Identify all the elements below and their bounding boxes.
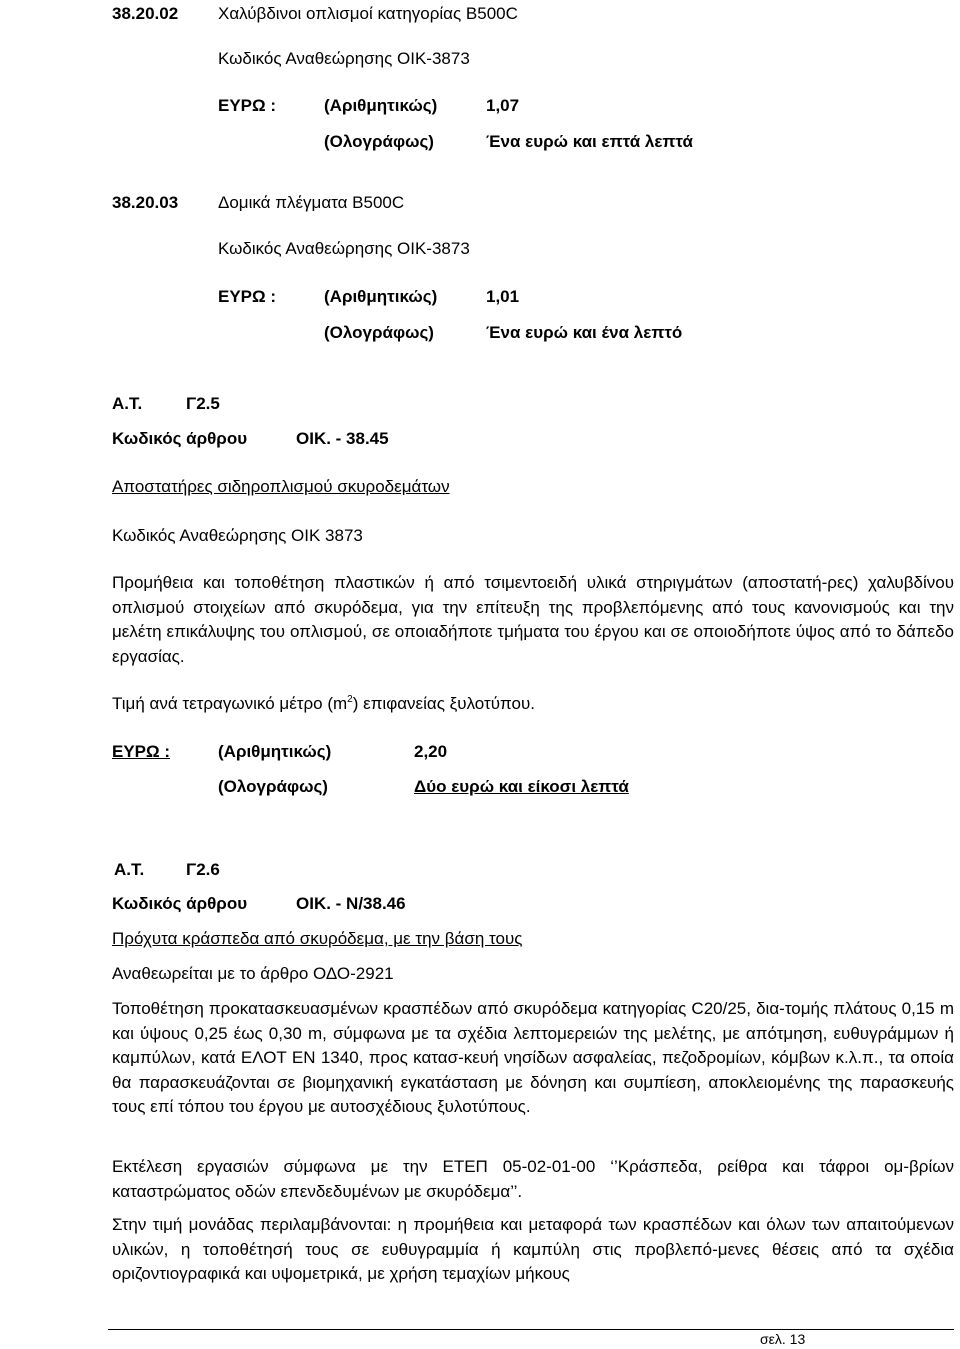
euro-label: ΕΥΡΩ : [112, 742, 171, 761]
article-code: ΟΙΚ. - 38.45 [296, 429, 389, 448]
footer-divider [108, 1329, 954, 1330]
euro-label: ΕΥΡΩ : [218, 96, 277, 115]
words-price: Δύο ευρώ και είκοσι λεπτά [414, 777, 629, 796]
description-paragraph: Στην τιμή μονάδας περιλαμβάνονται: η προμήθεια και μεταφορά των κρασπέδων και όλων των απαιτούμενων υλικών, η τοποθέτησή τους σε ευθυγραμμία ή καμπύλη στις προβλεπό-μενες θέσεις από τα σχέδια οριζοντιογραφικά και υψομετρικά, με χρήση τεμαχίων μήκους [112, 1215, 954, 1283]
unit-superscript: 2 [347, 694, 353, 705]
item-code: 38.20.02 [112, 4, 179, 23]
revision-code: Κωδικός Αναθεώρησης ΟΙΚ 3873 [112, 526, 363, 545]
at-label: Α.Τ. [112, 394, 143, 413]
item-title: Δομικά πλέγματα Β500C [218, 193, 405, 212]
article-code-label: Κωδικός άρθρου [112, 894, 248, 913]
unit-text-before: Τιμή ανά τετραγωνικό μέτρο (m [112, 694, 348, 713]
words-price: Ένα ευρώ και επτά λεπτά [486, 132, 693, 151]
numeric-price: 1,01 [486, 287, 520, 306]
unit-text-after: ) επιφανείας ξυλοτύπου. [352, 694, 535, 713]
description-paragraph: Προμήθεια και τοποθέτηση πλαστικών ή από τσιμεντοειδή υλικά στηριγμάτων (αποστατή-ρες) χαλυβδίνου οπλισμού στοιχείων από σκυρόδεμα, για την επίτευξη της προβλεπόμενης από τους κανονισμούς και την μελέτη επικάλυψης του οπλισμού, σε οποιαδήποτε τμήματα του έργου και σε οποιοδήποτε ύψος από το δάπεδο εργασίας. [112, 573, 954, 666]
at-number: Γ2.5 [186, 394, 220, 413]
words-price: Ένα ευρώ και ένα λεπτό [486, 323, 683, 342]
revision-code: Κωδικός Αναθεώρησης ΟΙΚ-3873 [218, 239, 470, 258]
article-code: ΟΙΚ. - Ν/38.46 [296, 894, 406, 913]
item-code: 38.20.03 [112, 193, 179, 212]
numeric-label: (Αριθμητικώς) [324, 287, 438, 306]
item-title: Χαλύβδινοι οπλισμοί κατηγορίας Β500C [218, 4, 518, 23]
revision-code: Κωδικός Αναθεώρησης ΟΙΚ-3873 [218, 49, 470, 68]
description-paragraph: Τοποθέτηση προκατασκευασμένων κρασπέδων από σκυρόδεμα κατηγορίας C20/25, δια-τομής πλάτους 0,15 m και ύψους 0,25 έως 0,30 m, σύμφωνα με τα σχέδια λεπτομερειών της μελέτης, με απότμηση, ευθυγράμμων ή καμπύλων, κατά ΕΛΟΤ ΕΝ 1340, προς κατασ-κευή νησίδων ασφαλείας, πεζοδρομίων, κόμβων κ.λ.π., τα οποία θα παρασκευάζονται σε βιομηχανική εγκατάσταση με δόνηση και συμπίεση, αποκλειομένης της παρασκευής τους επί τόπου του έργου με αυτοσχέδιους ξυλοτύπους. [112, 999, 954, 1116]
words-label: (Ολογράφως) [324, 132, 434, 151]
words-label: (Ολογράφως) [324, 323, 434, 342]
numeric-label: (Αριθμητικώς) [218, 742, 332, 761]
numeric-label: (Αριθμητικώς) [324, 96, 438, 115]
article-code-label: Κωδικός άρθρου [112, 429, 248, 448]
at-number: Γ2.6 [186, 860, 220, 879]
numeric-price: 2,20 [414, 742, 448, 761]
euro-label: ΕΥΡΩ : [218, 287, 277, 306]
at-label: Α.Τ. [114, 860, 145, 879]
words-label: (Ολογράφως) [218, 777, 328, 796]
section-title: Πρόχυτα κράσπεδα από σκυρόδεμα, με την βάση τους [112, 929, 523, 948]
unit-of-measure [112, 693, 535, 714]
page-number: σελ. 13 [760, 1331, 806, 1347]
description-paragraph: Εκτέλεση εργασιών σύμφωνα με την ΕΤΕΠ 05-02-01-00 ‘’Κράσπεδα, ρείθρα και τάφροι ομ-βρίων καταστρώματος οδών επενδεδυμένων με σκυρόδεμα’’. [112, 1157, 954, 1201]
reference-line: Αναθεωρείται με το άρθρο ΟΔΟ-2921 [112, 964, 394, 983]
section-title: Αποστατήρες σιδηροπλισμού σκυροδεμάτων [112, 477, 450, 496]
numeric-price: 1,07 [486, 96, 520, 115]
